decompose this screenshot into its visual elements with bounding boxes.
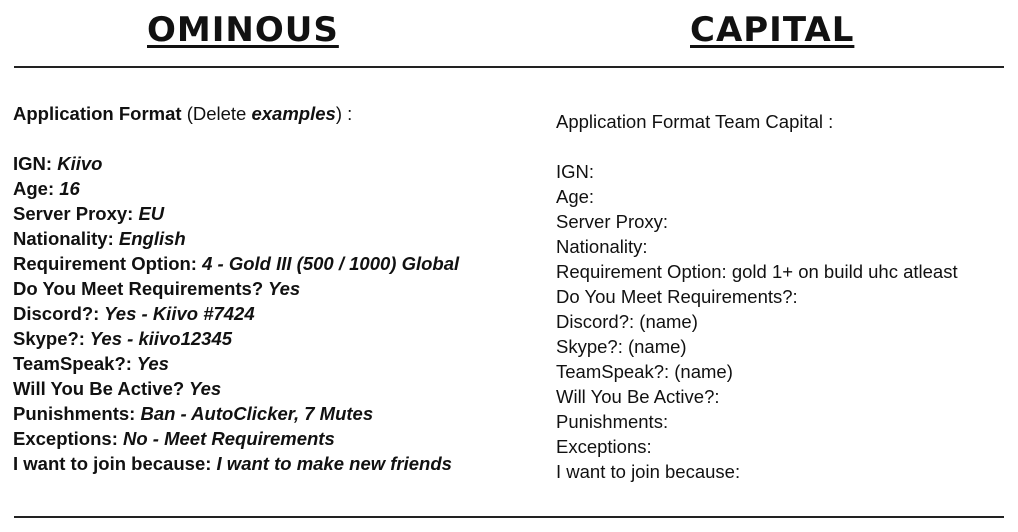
capital-field-server-proxy: Server Proxy: [556,211,669,232]
ominous-field-ign [13,151,459,176]
ominous-field-active [13,376,459,401]
field-value: English [113,228,186,249]
capital-field-age: Age: [556,186,595,207]
field-label: Do You Meet Requirements? [13,278,264,299]
ominous-intro-emphasis: examples [251,103,336,124]
spacer [556,134,958,159]
ominous-intro-title: Application Format [13,103,182,124]
capital-field-meet-requirements: Do You Meet Requirements?: [556,286,798,307]
capital-intro-line: Application Format Team Capital : [556,111,834,132]
ominous-intro-paren-close: ) : [335,103,353,124]
capital-field-punishments: Punishments: [556,411,669,432]
field-label: IGN: [13,153,53,174]
ominous-field-punishments [13,401,459,426]
ominous-intro-line [13,101,459,126]
field-label: Discord?: [13,303,100,324]
ominous-field-skype [13,326,459,351]
capital-field-teamspeak: TeamSpeak?: (name) [556,361,733,382]
field-value: Yes [131,353,169,374]
field-value: EU [133,203,165,224]
field-label: Age: [13,178,55,199]
field-value: 4 - Gold III (500 / 1000) Global [196,253,460,274]
capital-application-format [556,109,958,484]
capital-field-ign: IGN: [556,161,595,182]
field-label: Requirement Option: [13,253,197,274]
field-label: I want to join because: [13,453,212,474]
field-value: I want to make new friends [211,453,452,474]
capital-field-requirement-option: Requirement Option: gold 1+ on build uhc atleast [556,261,958,282]
ominous-field-nationality [13,226,459,251]
heading-capital: CAPITAL [690,10,855,50]
field-label: TeamSpeak?: [13,353,132,374]
field-label: Nationality: [13,228,114,249]
ominous-field-teamspeak [13,351,459,376]
field-value: Yes [263,278,301,299]
field-label: Punishments: [13,403,136,424]
field-label: Will You Be Active? [13,378,185,399]
capital-field-skype: Skype?: (name) [556,336,687,357]
capital-field-nationality: Nationality: [556,236,648,257]
spacer [13,126,459,151]
field-value: Yes - Kiivo #7424 [99,303,255,324]
field-label: Server Proxy: [13,203,134,224]
ominous-intro-paren-open: (Delete [181,103,252,124]
field-label: Exceptions: [13,428,118,449]
field-value: Yes [184,378,222,399]
ominous-field-requirement-option [13,251,459,276]
field-value: Ban - AutoClicker, 7 Mutes [135,403,374,424]
capital-field-discord: Discord?: (name) [556,311,698,332]
field-label: Skype?: [13,328,85,349]
field-value: Yes - kiivo12345 [84,328,233,349]
field-value: Kiivo [52,153,103,174]
top-divider [14,66,1004,68]
ominous-field-discord [13,301,459,326]
capital-field-join-reason: I want to join because: [556,461,741,482]
ominous-field-meet-requirements [13,276,459,301]
heading-ominous: OMINOUS [147,10,339,50]
ominous-field-join-reason [13,451,459,476]
ominous-field-exceptions [13,426,459,451]
capital-field-active: Will You Be Active?: [556,386,720,407]
field-value: 16 [54,178,80,199]
ominous-application-format [13,101,459,476]
ominous-field-age [13,176,459,201]
field-value: No - Meet Requirements [117,428,335,449]
ominous-field-server-proxy [13,201,459,226]
bottom-divider [14,516,1004,518]
capital-field-exceptions: Exceptions: [556,436,652,457]
